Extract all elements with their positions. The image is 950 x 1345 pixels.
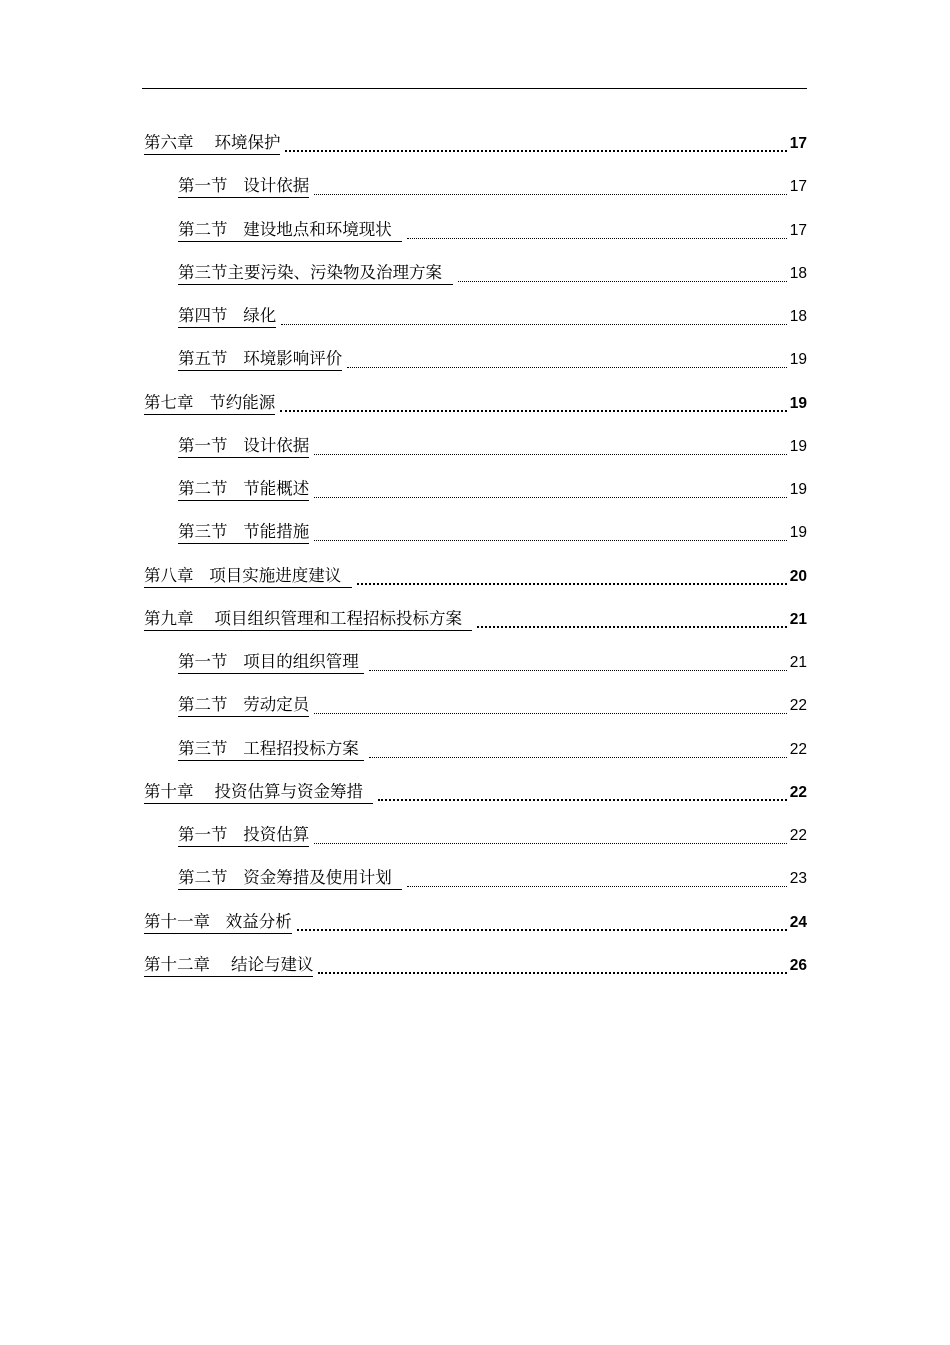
toc-page-number: 19 [789,481,807,498]
toc-entry-title: 第一节 投资估算 [178,825,309,847]
toc-page-number: 22 [789,827,807,844]
toc-chapter-entry[interactable] [144,605,807,631]
toc-dot-leader [369,757,787,758]
toc-dot-leader [280,410,787,412]
toc-entry-title: 第八章 项目实施进度建议 [144,566,352,588]
toc-dot-leader [297,929,787,931]
toc-dot-leader [357,583,787,585]
toc-dot-leader [314,194,787,195]
toc-dot-leader [378,799,786,801]
toc-section-entry[interactable] [178,518,807,544]
toc-section-entry[interactable] [178,302,807,328]
toc-page-number: 17 [789,222,807,239]
toc-chapter-entry[interactable] [144,389,807,415]
toc-dot-leader [285,150,786,152]
toc-section-entry[interactable] [178,216,807,242]
toc-page-number: 19 [789,438,807,455]
toc-chapter-entry[interactable] [144,778,807,804]
toc-entry-title: 第五节 环境影响评价 [178,349,342,371]
toc-entry-title: 第二节 资金筹措及使用计划 [178,868,402,890]
toc-section-entry[interactable] [178,648,807,674]
toc-entry-title: 第十章 投资估算与资金筹措 [144,782,373,804]
toc-page-number: 18 [789,265,807,282]
toc-entry-title: 第九章 项目组织管理和工程招标投标方案 [144,609,472,631]
toc-chapter-entry[interactable] [144,908,807,934]
toc-page-number: 23 [789,870,807,887]
toc-dot-leader [314,843,787,844]
toc-dot-leader [314,713,787,714]
toc-page-number: 18 [789,308,807,325]
toc-entry-title: 第十一章 效益分析 [144,912,292,934]
toc-entry-title: 第三节 节能措施 [178,522,309,544]
toc-page-number: 22 [789,697,807,714]
toc-entry-title: 第三节主要污染、污染物及治理方案 [178,263,453,285]
toc-page-number: 21 [789,654,807,671]
toc-page-number: 21 [789,611,807,628]
toc-entry-title: 第四节 绿化 [178,306,276,328]
toc-page-number: 26 [789,957,807,974]
toc-page-number: 19 [789,351,807,368]
toc-dot-leader [347,367,787,368]
toc-entry-title: 第二节 节能概述 [178,479,309,501]
toc-page-number: 24 [789,914,807,931]
toc-page-number: 20 [789,568,807,585]
toc-page-number: 17 [789,135,807,152]
toc-dot-leader [281,324,787,325]
toc-entry-title: 第一节 设计依据 [178,436,309,458]
toc-chapter-entry[interactable] [144,562,807,588]
toc-section-entry[interactable] [178,432,807,458]
toc-entry-title: 第六章 环境保护 [144,133,280,155]
toc-dot-leader [477,626,786,628]
toc-page-number: 22 [789,784,807,801]
toc-dot-leader [369,670,787,671]
toc-section-entry[interactable] [178,345,807,371]
toc-dot-leader [314,454,787,455]
toc-entry-title: 第二节 劳动定员 [178,695,309,717]
toc-entry-title: 第一节 项目的组织管理 [178,652,364,674]
toc-entry-title: 第一节 设计依据 [178,176,309,198]
toc-entry-title: 第二节 建设地点和环境现状 [178,220,402,242]
toc-page-number: 22 [789,741,807,758]
toc-dot-leader [318,972,786,974]
toc-page-number: 19 [789,395,807,412]
toc-entry-title: 第七章 节约能源 [144,393,275,415]
toc-dot-leader [458,281,787,282]
toc-dot-leader [407,886,787,887]
toc-section-entry[interactable] [178,475,807,501]
toc-section-entry[interactable] [178,735,807,761]
toc-section-entry[interactable] [178,821,807,847]
toc-chapter-entry[interactable] [144,129,807,155]
toc-entry-title: 第三节 工程招投标方案 [178,739,364,761]
toc-page-number: 19 [789,524,807,541]
toc-entry-title: 第十二章 结论与建议 [144,955,313,977]
toc-section-entry[interactable] [178,864,807,890]
toc-page-number: 17 [789,178,807,195]
toc-section-entry[interactable] [178,259,807,285]
toc-chapter-entry[interactable] [144,951,807,977]
toc-section-entry[interactable] [178,691,807,717]
toc-dot-leader [314,497,787,498]
toc-dot-leader [407,238,787,239]
toc-section-entry[interactable] [178,172,807,198]
toc-dot-leader [314,540,787,541]
